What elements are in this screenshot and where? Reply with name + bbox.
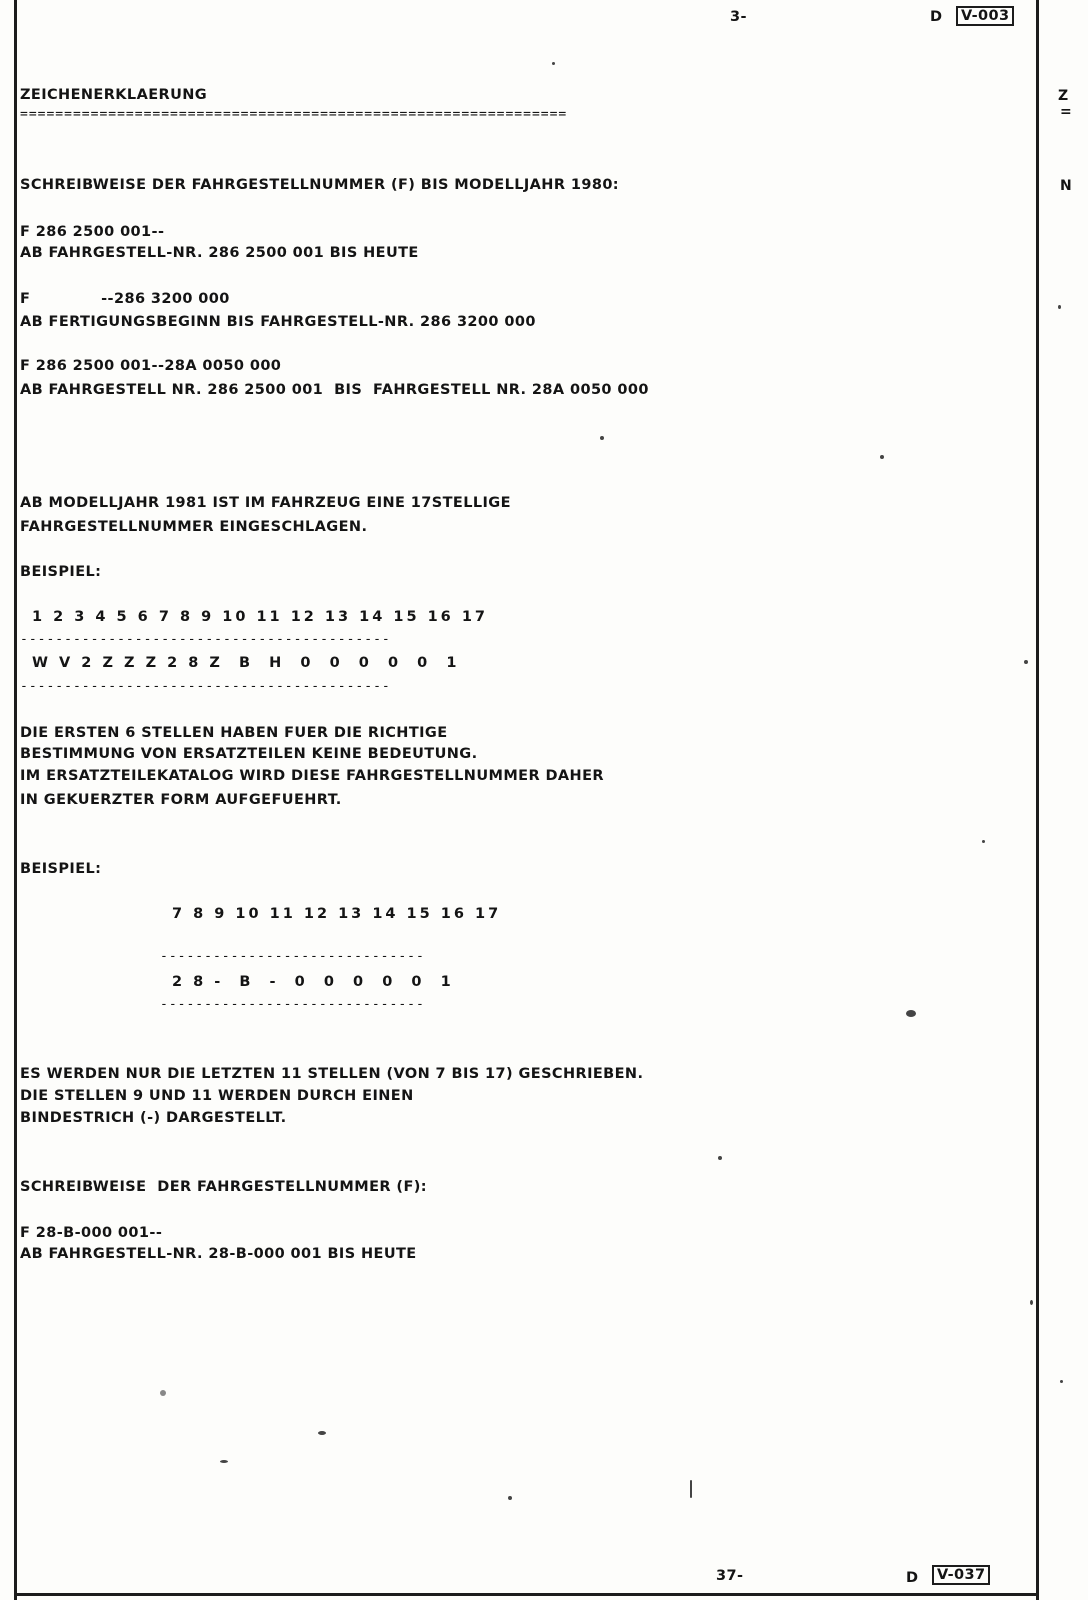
modeljahr-para-line1: AB MODELLJAHR 1981 IST IM FAHRZEUG EINE 17STELLIGE — [20, 495, 511, 511]
scan-speck — [982, 840, 985, 843]
modeljahr-para-line2: FAHRGESTELLNUMMER EINGESCHLAGEN. — [20, 519, 368, 535]
scan-speck — [718, 1156, 722, 1160]
scan-speck — [690, 1480, 692, 1498]
scan-speck — [1024, 660, 1028, 664]
vin-positions-row: 1 2 3 4 5 6 7 8 9 10 11 12 13 14 15 16 17 — [32, 609, 488, 625]
bottom-border — [14, 1593, 1039, 1596]
final-desc: AB FAHRGESTELL-NR. 28-B-000 001 BIS HEUTE — [20, 1246, 417, 1262]
right-border — [1036, 0, 1039, 1600]
scan-speck — [220, 1460, 228, 1463]
footer-doc-code — [932, 1565, 990, 1585]
short-table-top-rule: ------------------------------ — [160, 950, 425, 964]
example-label-2: BEISPIEL: — [20, 861, 102, 877]
scan-speck — [508, 1496, 512, 1500]
margin-mark-z: Z — [1058, 88, 1069, 104]
title-underline: ============================================================== — [20, 108, 568, 122]
note-line-3: BINDESTRICH (-) DARGESTELLT. — [20, 1110, 287, 1126]
entry2-code: F --286 3200 000 — [20, 291, 230, 307]
scan-speck — [1030, 1300, 1033, 1305]
short-table-bottom-rule: ------------------------------ — [160, 998, 425, 1012]
explanation-line-2: BESTIMMUNG VON ERSATZTEILEN KEINE BEDEUTUNG. — [20, 746, 478, 762]
explanation-line-4: IN GEKUERZTER FORM AUFGEFUEHRT. — [20, 792, 342, 808]
entry1-code: F 286 2500 001-- — [20, 224, 165, 240]
explanation-line-1: DIE ERSTEN 6 STELLEN HABEN FUER DIE RICHTIGE — [20, 725, 448, 741]
entry3-desc: AB FAHRGESTELL NR. 286 2500 001 BIS FAHRGESTELL NR. 28A 0050 000 — [20, 382, 649, 398]
footer-doc-letter: D — [906, 1570, 919, 1586]
scan-speck — [600, 436, 604, 440]
section2-heading: SCHREIBWEISE DER FAHRGESTELLNUMMER (F): — [20, 1179, 427, 1195]
scan-speck — [318, 1431, 326, 1435]
short-positions-row: 7 8 9 10 11 12 13 14 15 16 17 — [172, 906, 502, 922]
left-border — [14, 0, 17, 1600]
section1-heading: SCHREIBWEISE DER FAHRGESTELLNUMMER (F) BIS MODELLJAHR 1980: — [20, 177, 620, 193]
header-page-number: 3- — [730, 9, 747, 25]
scan-speck — [906, 1010, 916, 1017]
header-doc-code-box: V-003 — [956, 6, 1014, 26]
scan-speck — [1058, 305, 1061, 309]
entry1-desc: AB FAHRGESTELL-NR. 286 2500 001 BIS HEUTE — [20, 245, 419, 261]
explanation-line-3: IM ERSATZTEILEKATALOG WIRD DIESE FAHRGESTELLNUMMER DAHER — [20, 768, 604, 784]
vin-table-top-rule: ------------------------------------------ — [20, 633, 391, 647]
page-title: ZEICHENERKLAERUNG — [20, 87, 208, 103]
entry2-desc: AB FERTIGUNGSBEGINN BIS FAHRGESTELL-NR. 286 3200 000 — [20, 314, 536, 330]
vin-table-bottom-rule: ------------------------------------------ — [20, 680, 391, 694]
vin-chars-row: W V 2 Z Z Z 2 8 Z B H 0 0 0 0 0 1 — [32, 655, 460, 671]
short-chars-row: 2 8 - B - 0 0 0 0 0 1 — [172, 974, 454, 990]
final-code: F 28-B-000 001-- — [20, 1225, 163, 1241]
scan-speck — [552, 62, 555, 65]
margin-mark-n: N — [1060, 178, 1072, 194]
margin-mark-eq: = — [1060, 104, 1072, 120]
note-line-1: ES WERDEN NUR DIE LETZTEN 11 STELLEN (VON 7 BIS 17) GESCHRIEBEN. — [20, 1066, 644, 1082]
scan-speck — [160, 1390, 166, 1396]
example-label-1: BEISPIEL: — [20, 564, 102, 580]
entry3-code: F 286 2500 001--28A 0050 000 — [20, 358, 282, 374]
header-doc-code — [956, 6, 1014, 26]
footer-page-number: 37- — [716, 1568, 744, 1584]
note-line-2: DIE STELLEN 9 UND 11 WERDEN DURCH EINEN — [20, 1088, 414, 1104]
header-doc-letter: D — [930, 9, 943, 25]
scan-speck — [880, 455, 884, 459]
footer-doc-code-box: V-037 — [932, 1565, 990, 1585]
scan-speck — [1060, 1380, 1063, 1383]
